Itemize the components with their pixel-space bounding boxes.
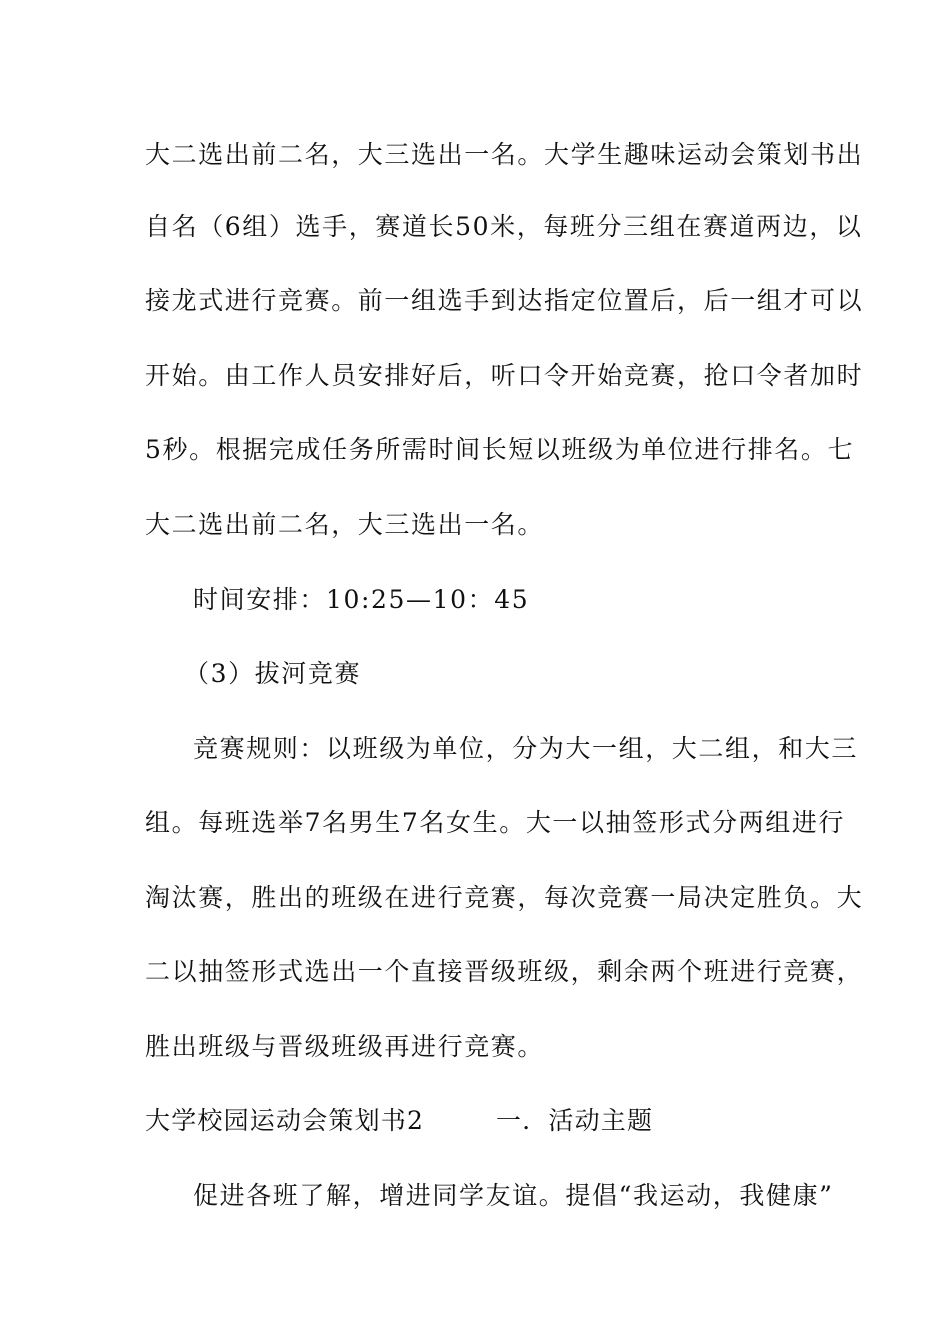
paragraph-line: 组。每班选举7名男生7名女生。大一以抽签形式分两组进行 — [145, 808, 846, 837]
paragraph-line: 胜出班级与晋级班级再进行竞赛。 — [145, 1032, 545, 1061]
paragraph-line: 促进各班了解，增进同学友谊。提倡“我运动，我健康” — [193, 1181, 834, 1210]
paragraph-line: 接龙式进行竞赛。前一组选手到达指定位置后，后一组才可以 — [145, 286, 864, 315]
schedule-line: 时间安排：10:25—10：45 — [193, 585, 530, 614]
subheading-tug-of-war: （3）拔河竞赛 — [184, 659, 362, 688]
paragraph-line: 竞赛规则：以班级为单位，分为大一组，大二组，和大三 — [193, 734, 859, 763]
paragraph-line: 淘汰赛，胜出的班级在进行竞赛，每次竞赛一局决定胜负。大 — [145, 883, 864, 912]
paragraph-line: 5秒。根据完成任务所需时间长短以班级为单位进行排名。七 — [145, 435, 855, 464]
paragraph-line: 大二选出前二名，大三选出一名。 — [145, 510, 545, 539]
paragraph-line: 二以抽签形式选出一个直接晋级班级，剩余两个班进行竞赛， — [145, 957, 864, 986]
section-title: 大学校园运动会策划书2 — [145, 1106, 425, 1135]
paragraph-line: 开始。由工作人员安排好后，听口令开始竞赛，抢口令者加时 — [145, 361, 864, 390]
paragraph-line: 大二选出前二名，大三选出一名。大学生趣味运动会策划书出 — [145, 140, 864, 169]
section-heading: 一．活动主题 — [496, 1106, 654, 1135]
paragraph-line: 自名（6组）选手，赛道长50米，每班分三组在赛道两边，以 — [145, 212, 863, 241]
